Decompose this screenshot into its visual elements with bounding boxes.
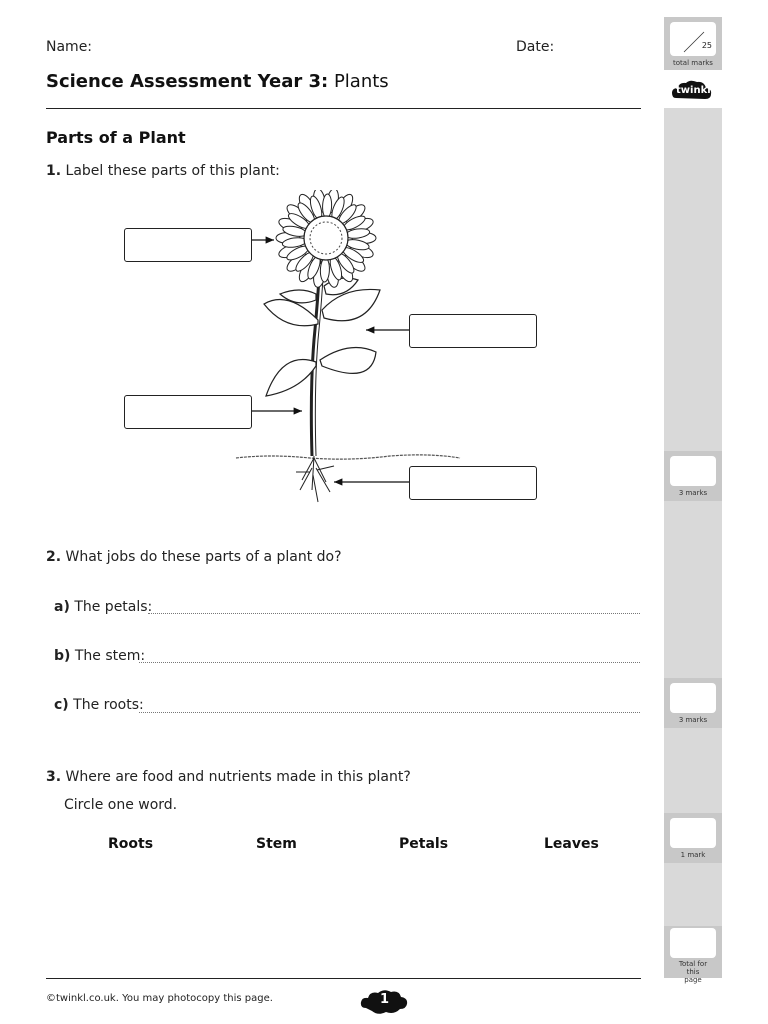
option-stem[interactable]: Stem <box>256 836 297 852</box>
marks-sidebar <box>664 108 722 984</box>
footer-rule <box>46 978 641 979</box>
total-marks-value: 25 <box>701 41 712 50</box>
q3-text: Where are food and nutrients made in this plant? <box>65 769 411 785</box>
q3-marks-label: 1 mark <box>680 851 706 859</box>
option-petals[interactable]: Petals <box>399 836 449 852</box>
q3-instruction: Circle one word. <box>64 797 178 813</box>
q2b-text: The stem: <box>74 648 146 664</box>
q1-prompt <box>46 163 280 179</box>
q2a-text: The petals: <box>74 599 153 615</box>
name-label: Name: <box>46 39 93 55</box>
page-total-panel <box>664 926 722 984</box>
q1-marks-panel <box>664 451 722 501</box>
q3-marks-box[interactable] <box>670 818 716 848</box>
logo-text: twinkl <box>676 85 711 96</box>
q2c-letter: c) <box>54 697 69 713</box>
header-rule <box>46 108 641 109</box>
page-title <box>46 71 389 92</box>
q2-marks-panel <box>664 678 722 728</box>
title-bold: Science Assessment Year 3: <box>46 71 329 92</box>
q3-number: 3. <box>46 769 62 785</box>
q2b-answer-line[interactable] <box>139 662 640 663</box>
page-number: 1 <box>380 992 390 1007</box>
q2a-answer-line[interactable] <box>148 613 640 614</box>
q2c-text: The roots: <box>73 697 144 713</box>
page-total-label: Total for this page <box>678 960 708 984</box>
option-roots[interactable]: Roots <box>108 836 154 852</box>
title-rest: Plants <box>328 71 389 92</box>
q2-text: What jobs do these parts of a plant do? <box>65 549 342 565</box>
q2b-letter: b) <box>54 648 71 664</box>
total-marks-panel <box>664 17 722 70</box>
q2-marks-label: 3 marks <box>678 716 708 724</box>
q1-text: Label these parts of this plant: <box>65 163 280 179</box>
twinkl-logo <box>670 78 714 106</box>
q2a-label <box>54 599 152 615</box>
page-number-badge <box>358 986 412 1016</box>
option-leaves[interactable]: Leaves <box>544 836 599 852</box>
date-label: Date: <box>516 39 555 55</box>
total-marks-box <box>670 22 716 56</box>
q2-number: 2. <box>46 549 62 565</box>
q3-prompt <box>46 769 411 785</box>
q2c-label <box>54 697 144 713</box>
page-total-box[interactable] <box>670 928 716 958</box>
q2-marks-box[interactable] <box>670 683 716 713</box>
q2-prompt <box>46 549 342 565</box>
copyright-text: ©twinkl.co.uk. You may photocopy this page. <box>46 993 273 1004</box>
q1-marks-label: 3 marks <box>678 489 708 497</box>
total-marks-label: total marks <box>673 59 713 67</box>
q1-marks-box[interactable] <box>670 456 716 486</box>
section-heading: Parts of a Plant <box>46 128 186 147</box>
q1-number: 1. <box>46 163 62 179</box>
q2a-letter: a) <box>54 599 70 615</box>
sunflower-illustration <box>230 190 510 510</box>
q2c-answer-line[interactable] <box>139 712 640 713</box>
q2b-label <box>54 648 145 664</box>
slash-icon <box>670 22 716 56</box>
q3-marks-panel <box>664 813 722 863</box>
